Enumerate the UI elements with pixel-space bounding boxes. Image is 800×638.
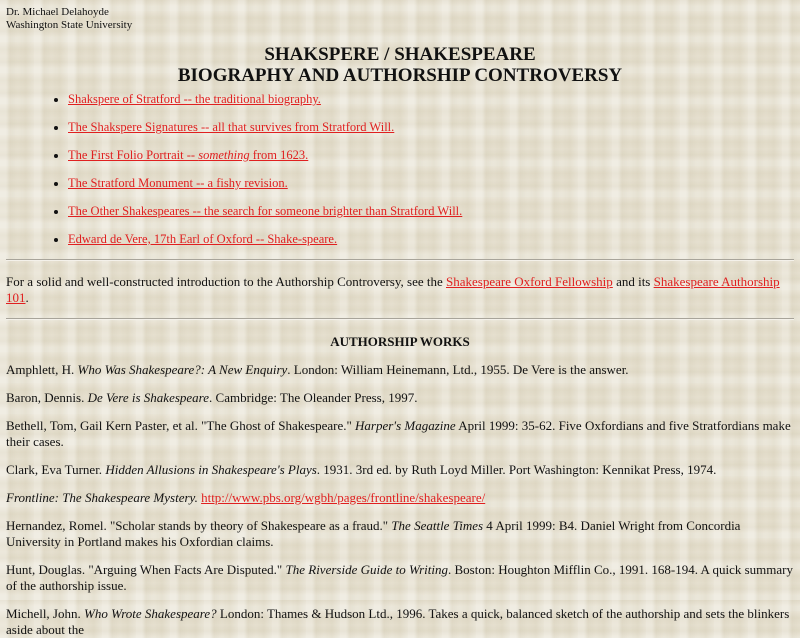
entry-text: April 1999: 35-62. Five Oxfordians and five Stratfordians make their cases. <box>6 418 791 449</box>
page-title-line-1: SHAKSPERE / SHAKESPEARE <box>264 44 536 65</box>
entry-text: Hunt, Douglas. "Arguing When Facts Are Disputed." <box>6 562 286 577</box>
bibliography-list <box>6 362 794 638</box>
toc-link-other-shakespeares[interactable]: The Other Shakespeares -- the search for someone brighter than Stratford Will. <box>68 204 463 218</box>
bibliography-entry <box>6 390 794 406</box>
bibliography-entry <box>6 362 794 378</box>
table-of-contents <box>6 92 794 247</box>
toc-link-emphasis: something <box>198 148 250 162</box>
toc-link-text: from 1623. <box>249 148 309 162</box>
toc-link-edward-de-vere[interactable]: Edward de Vere, 17th Earl of Oxford -- Shake-speare. <box>68 232 338 246</box>
institution: Washington State University <box>6 19 133 31</box>
toc-item <box>68 232 794 247</box>
bibliography-entry <box>6 606 794 638</box>
shakespeare-authorship-101-link[interactable]: Shakespeare Authorship 101 <box>6 274 780 305</box>
entry-text: . Boston: Houghton Mifflin Co., 1991. 168-194. A quick summary of the authorship issue. <box>6 562 793 593</box>
toc-item <box>68 120 794 135</box>
toc-item <box>68 204 794 219</box>
entry-text: Amphlett, H. <box>6 362 78 377</box>
bibliography-entry <box>6 462 794 478</box>
bibliography-entry <box>6 518 794 550</box>
entry-text: . 1931. 3rd ed. by Ruth Loyd Miller. Port Washington: Kennikat Press, 1974. <box>316 462 717 477</box>
frontline-url-link[interactable]: http://www.pbs.org/wgbh/pages/frontline/shakespeare/ <box>201 490 486 505</box>
toc-link-first-folio-portrait[interactable] <box>68 148 308 162</box>
entry-title: Hidden Allusions in Shakespeare's Plays <box>105 462 317 477</box>
toc-link-text: The First Folio Portrait -- <box>68 148 199 162</box>
toc-item <box>68 176 794 191</box>
toc-item <box>68 92 794 107</box>
author-block <box>6 0 794 32</box>
bibliography-entry <box>6 490 794 506</box>
entry-text: . Cambridge: The Oleander Press, 1997. <box>209 390 418 405</box>
entry-title: The Seattle Times <box>391 518 484 533</box>
divider <box>6 259 794 261</box>
entry-title: De Vere is Shakespeare <box>87 390 210 405</box>
entry-title: Who Wrote Shakespeare? <box>84 606 217 621</box>
divider <box>6 318 794 320</box>
author-name: Dr. Michael Delahoyde <box>6 6 109 18</box>
toc-link-stratford-monument[interactable]: The Stratford Monument -- a fishy revision. <box>68 176 288 190</box>
bibliography-entry <box>6 562 794 594</box>
entry-title: Harper's Magazine <box>355 418 456 433</box>
entry-text: Hernandez, Romel. "Scholar stands by theory of Shakespeare as a fraud." <box>6 518 392 533</box>
intro-text: . <box>25 290 29 305</box>
entry-title: Frontline: The Shakespeare Mystery. <box>6 490 198 505</box>
intro-text: and its <box>612 274 654 289</box>
bibliography-entry <box>6 418 794 450</box>
entry-text: London: Thames & Hudson Ltd., 1996. Takes a quick, balanced sketch of the authorship and sets the blinkers aside about the <box>6 606 790 637</box>
entry-title: The Riverside Guide to Writing <box>285 562 448 577</box>
section-heading-authorship-works: AUTHORSHIP WORKS <box>330 334 470 349</box>
entry-text: Baron, Dennis. <box>6 390 88 405</box>
page-title <box>6 44 794 86</box>
page-title-line-2: BIOGRAPHY AND AUTHORSHIP CONTROVERSY <box>177 65 623 86</box>
entry-text: Clark, Eva Turner. <box>6 462 106 477</box>
entry-text: Bethell, Tom, Gail Kern Paster, et al. "The Ghost of Shakespeare." <box>6 418 356 433</box>
toc-item <box>68 148 794 163</box>
entry-text: 4 April 1999: B4. Daniel Wright from Concordia University in Portland makes his Oxfordian claims. <box>6 518 741 549</box>
toc-link-shakspere-of-stratford[interactable]: Shakspere of Stratford -- the traditional biography. <box>68 92 321 106</box>
entry-title: Who Was Shakespeare?: A New Enquiry <box>77 362 288 377</box>
shakespeare-oxford-fellowship-link[interactable]: Shakespeare Oxford Fellowship <box>446 274 613 289</box>
intro-paragraph <box>6 274 794 306</box>
entry-text: . London: William Heinemann, Ltd., 1955. De Vere is the answer. <box>287 362 629 377</box>
intro-text: For a solid and well-constructed introduction to the Authorship Controversy, see the <box>6 274 446 289</box>
toc-link-shakspere-signatures[interactable]: The Shakspere Signatures -- all that survives from Stratford Will. <box>68 120 395 134</box>
entry-text: Michell, John. <box>6 606 84 621</box>
